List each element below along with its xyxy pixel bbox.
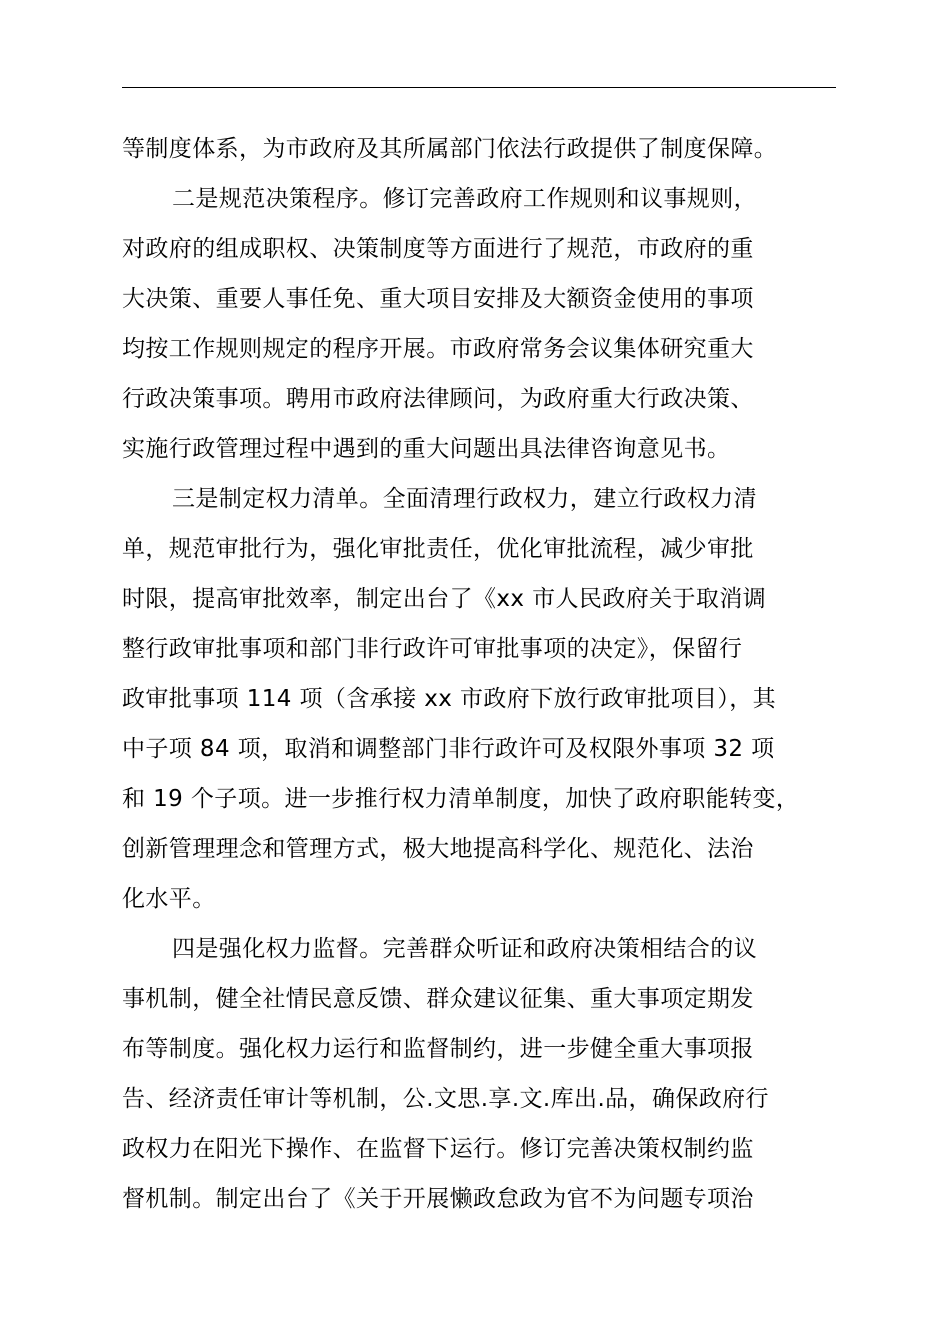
text-line: 单，规范审批行为，强化审批责任，优化审批流程，减少审批 xyxy=(122,536,754,562)
header-rule xyxy=(122,87,836,88)
text-line: 等制度体系，为市政府及其所属部门依法行政提供了制度保障。 xyxy=(122,136,778,162)
text-line: 对政府的组成职权、决策制度等方面进行了规范，市政府的重 xyxy=(122,236,754,262)
text-line: 政权力在阳光下操作、在监督下运行。修订完善决策权制约监 xyxy=(122,1136,754,1162)
text-line: 布等制度。强化权力运行和监督制约，进一步健全重大事项报 xyxy=(122,1036,754,1062)
text-line: 和 19 个子项。进一步推行权力清单制度，加快了政府职能转变， xyxy=(122,786,800,812)
text-line: 均按工作规则规定的程序开展。市政府常务会议集体研究重大 xyxy=(122,336,754,362)
text-line: 实施行政管理过程中遇到的重大问题出具法律咨询意见书。 xyxy=(122,436,731,462)
paragraph-first-line: 二是规范决策程序。修订完善政府工作规则和议事规则， xyxy=(172,186,757,212)
text-line: 督机制。制定出台了《关于开展懒政怠政为官不为问题专项治 xyxy=(122,1186,754,1212)
text-line: 时限，提高审批效率，制定出台了《xx 市人民政府关于取消调 xyxy=(122,586,767,612)
text-line: 大决策、重要人事任免、重大项目安排及大额资金使用的事项 xyxy=(122,286,754,312)
paragraph-first-line: 四是强化权力监督。完善群众听证和政府决策相结合的议 xyxy=(172,936,757,962)
text-line: 中子项 84 项，取消和调整部门非行政许可及权限外事项 32 项 xyxy=(122,736,775,762)
text-line: 化水平。 xyxy=(122,886,216,912)
text-line: 创新管理理念和管理方式，极大地提高科学化、规范化、法治 xyxy=(122,836,754,862)
text-line: 告、经济责任审计等机制，公.文思.享.文.库出.品，确保政府行 xyxy=(122,1086,769,1112)
text-line: 行政决策事项。聘用市政府法律顾问，为政府重大行政决策、 xyxy=(122,386,754,412)
paragraph-first-line: 三是制定权力清单。全面清理行政权力，建立行政权力清 xyxy=(172,486,757,512)
text-line: 事机制，健全社情民意反馈、群众建议征集、重大事项定期发 xyxy=(122,986,754,1012)
text-line: 政审批事项 114 项（含承接 xx 市政府下放行政审批项目），其 xyxy=(122,686,777,712)
text-line: 整行政审批事项和部门非行政许可审批事项的决定》，保留行 xyxy=(122,636,743,662)
